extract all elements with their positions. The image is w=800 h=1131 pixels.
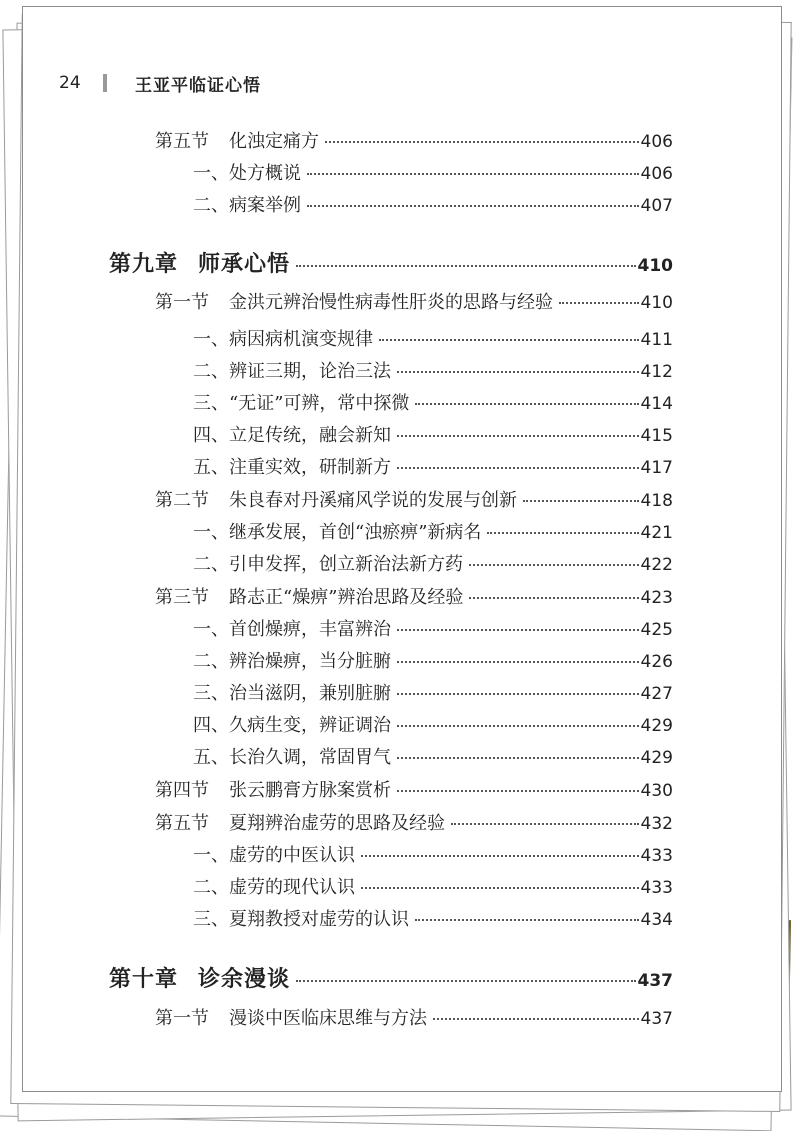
toc-page-number: 415 <box>640 426 673 446</box>
toc-entry-title: 三、治当滋阴，兼别脏腑 <box>193 683 391 704</box>
toc-entry-label <box>193 743 391 769</box>
toc-section-entry[interactable] <box>155 486 673 512</box>
toc-item-entry[interactable] <box>193 905 673 931</box>
toc-entry-title: 二、引申发挥，创立新治法新方药 <box>193 554 463 575</box>
toc-item-entry[interactable] <box>193 421 673 447</box>
toc-entry-number: 第一节 <box>155 292 209 313</box>
toc-entry-label <box>155 1004 427 1030</box>
toc-entry-label <box>109 247 290 278</box>
dot-leader <box>469 564 639 566</box>
toc-entry-number: 第二节 <box>155 490 209 511</box>
toc-entry-label <box>155 127 319 153</box>
toc-entry-label <box>193 325 373 351</box>
toc-page-number: 437 <box>640 1009 673 1029</box>
dot-leader <box>397 629 639 631</box>
dot-leader <box>296 265 635 267</box>
toc-entry-title: 一、首创燥痹，丰富辨治 <box>193 619 391 640</box>
document-page <box>22 6 782 1092</box>
toc-entry-number: 第九章 <box>109 251 179 277</box>
toc-entry-label <box>193 615 391 641</box>
toc-item-entry[interactable] <box>193 679 673 705</box>
dot-leader <box>361 855 639 857</box>
book-title: 王亚平临证心悟 <box>135 75 261 96</box>
toc-entry-label <box>193 421 391 447</box>
toc-page-number: 414 <box>640 394 673 414</box>
toc-page-number: 418 <box>640 491 673 511</box>
toc-section-entry[interactable] <box>155 1004 673 1030</box>
toc-entry-title: 一、处方概说 <box>193 163 301 184</box>
toc-page-number: 426 <box>640 652 673 672</box>
toc-entry-title: 一、病因病机演变规律 <box>193 329 373 350</box>
toc-page-number: 412 <box>640 362 673 382</box>
toc-entry-title: 二、辨证三期，论治三法 <box>193 361 391 382</box>
dot-leader <box>469 597 638 599</box>
toc-entry-title: 诊余漫谈 <box>198 966 291 992</box>
dot-leader <box>487 532 638 534</box>
toc-entry-title: 五、长治久调，常固胃气 <box>193 747 391 768</box>
toc-page-number: 422 <box>640 555 673 575</box>
toc-item-entry[interactable] <box>193 325 673 351</box>
toc-section-entry[interactable] <box>155 809 673 835</box>
toc-page-number: 407 <box>640 196 673 216</box>
toc-entry-title: 朱良春对丹溪痛风学说的发展与创新 <box>229 490 517 511</box>
toc-entry-title: 四、久病生变，辨证调治 <box>193 715 391 736</box>
dot-leader <box>379 339 639 341</box>
toc-item-entry[interactable] <box>193 711 673 737</box>
toc-page-number: 417 <box>640 458 673 478</box>
toc-page-number: 410 <box>640 293 673 313</box>
toc-entry-label <box>193 550 463 576</box>
toc-entry-title: 二、虚劳的现代认识 <box>193 877 355 898</box>
toc-entry-label <box>155 486 517 512</box>
toc-entry-label <box>155 583 463 609</box>
dot-leader <box>397 725 639 727</box>
toc-item-entry[interactable] <box>193 518 673 544</box>
toc-page-number: 427 <box>640 684 673 704</box>
toc-entry-title: 五、注重实效，研制新方 <box>193 457 391 478</box>
toc-entry-title: 化浊定痛方 <box>229 131 319 152</box>
toc-page-number: 429 <box>640 716 673 736</box>
toc-entry-title: 夏翔辨治虚劳的思路及经验 <box>229 813 445 834</box>
dot-leader <box>397 467 639 469</box>
table-of-contents <box>23 7 781 1091</box>
toc-entry-title: 三、“无证”可辨，常中探微 <box>193 393 410 414</box>
toc-entry-title: 张云鹏膏方脉案赏析 <box>229 780 391 801</box>
toc-page-number: 433 <box>640 846 673 866</box>
toc-entry-label <box>193 191 301 217</box>
toc-item-entry[interactable] <box>193 615 673 641</box>
dot-leader <box>325 141 639 143</box>
toc-page-number: 425 <box>640 620 673 640</box>
toc-entry-label <box>193 647 391 673</box>
toc-entry-title: 一、继承发展，首创“浊瘀痹”新病名 <box>193 522 482 543</box>
toc-page-number: 429 <box>640 748 673 768</box>
dot-leader <box>559 302 639 304</box>
toc-entry-label <box>193 841 355 867</box>
toc-item-entry[interactable] <box>193 159 673 185</box>
dot-leader <box>296 980 635 982</box>
toc-item-entry[interactable] <box>193 389 673 415</box>
toc-item-entry[interactable] <box>193 841 673 867</box>
toc-entry-label <box>155 776 391 802</box>
toc-entry-title: 师承心悟 <box>198 251 291 277</box>
toc-entry-label <box>193 873 355 899</box>
toc-entry-label <box>193 389 409 415</box>
toc-section-entry[interactable] <box>155 288 673 314</box>
toc-entry-label <box>193 679 391 705</box>
toc-entry-label <box>193 159 301 185</box>
toc-entry-number: 第五节 <box>155 131 209 152</box>
toc-page-number: 406 <box>640 132 673 152</box>
toc-item-entry[interactable] <box>193 191 673 217</box>
toc-entry-label <box>155 809 445 835</box>
toc-entry-label <box>193 357 391 383</box>
dot-leader <box>397 790 639 792</box>
toc-item-entry[interactable] <box>193 550 673 576</box>
toc-page-number: 433 <box>640 878 673 898</box>
toc-item-entry[interactable] <box>193 357 673 383</box>
toc-item-entry[interactable] <box>193 743 673 769</box>
toc-page-number: 406 <box>640 164 673 184</box>
toc-entry-label <box>155 288 553 314</box>
dot-leader <box>523 500 639 502</box>
toc-section-entry[interactable] <box>155 776 673 802</box>
toc-entry-title: 四、立足传统，融会新知 <box>193 425 391 446</box>
toc-entry-label <box>193 453 391 479</box>
toc-entry-title: 一、虚劳的中医认识 <box>193 845 355 866</box>
dot-leader <box>433 1018 639 1020</box>
toc-section-entry[interactable] <box>155 583 673 609</box>
dot-leader <box>397 661 639 663</box>
toc-entry-title: 三、夏翔教授对虚劳的认识 <box>193 909 409 930</box>
toc-chapter-entry[interactable] <box>109 962 673 993</box>
toc-entry-number: 第五节 <box>155 813 209 834</box>
dot-leader <box>415 403 638 405</box>
toc-item-entry[interactable] <box>193 647 673 673</box>
toc-item-entry[interactable] <box>193 453 673 479</box>
toc-chapter-entry[interactable] <box>109 247 673 278</box>
toc-page-number: 411 <box>640 330 673 350</box>
toc-entry-number: 第三节 <box>155 587 209 608</box>
dot-leader <box>397 371 639 373</box>
toc-page-number: 430 <box>640 781 673 801</box>
dot-leader <box>307 205 639 207</box>
toc-entry-label <box>193 711 391 737</box>
toc-entry-number: 第十章 <box>109 966 179 992</box>
toc-page-number: 421 <box>640 523 673 543</box>
toc-page-number: 410 <box>637 256 673 276</box>
dot-leader <box>397 435 639 437</box>
toc-entry-title: 金洪元辨治慢性病毒性肝炎的思路与经验 <box>229 292 553 313</box>
toc-entry-title: 漫谈中医临床思维与方法 <box>229 1008 427 1029</box>
toc-section-entry[interactable] <box>155 127 673 153</box>
toc-page-number: 423 <box>640 588 673 608</box>
dot-leader <box>451 823 639 825</box>
dot-leader <box>397 757 639 759</box>
page-number: 24 <box>59 73 81 93</box>
dot-leader <box>415 919 639 921</box>
toc-entry-label <box>193 518 481 544</box>
toc-page-number: 434 <box>640 910 673 930</box>
toc-entry-number: 第一节 <box>155 1008 209 1029</box>
toc-page-number: 432 <box>640 814 673 834</box>
toc-entry-title: 二、辨治燥痹，当分脏腑 <box>193 651 391 672</box>
toc-entry-title: 二、病案举例 <box>193 195 301 216</box>
toc-entry-title: 路志正“燥痹”辨治思路及经验 <box>229 587 464 608</box>
toc-entry-number: 第四节 <box>155 780 209 801</box>
toc-item-entry[interactable] <box>193 873 673 899</box>
toc-entry-label <box>109 962 290 993</box>
dot-leader <box>307 173 639 175</box>
toc-entry-label <box>193 905 409 931</box>
toc-page-number: 437 <box>637 971 673 991</box>
dot-leader <box>361 887 639 889</box>
dot-leader <box>397 693 639 695</box>
